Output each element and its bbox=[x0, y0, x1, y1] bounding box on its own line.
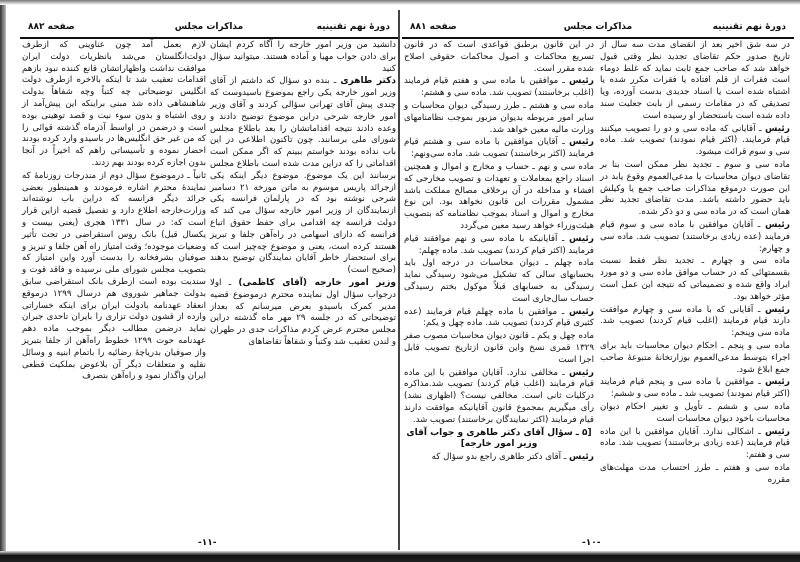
book-spine bbox=[398, 10, 400, 550]
speaker-name: رئیس bbox=[569, 137, 594, 148]
section-heading: [۵ ـ سؤال آقای دکتر طاهری و جواب آقای وزیر امور خارجه] bbox=[406, 427, 592, 450]
header-period: دورهٔ نهم تقنینیه bbox=[712, 22, 786, 32]
folio-number: -۱۱- bbox=[198, 538, 217, 548]
paragraph-text: ثانیاً ـ درموضوع سؤال دوم از مندرجات روزنامهٔ که نمایندهٔ محترم اشاره فرمودند و همینطور بعضی جرائد دیگر فرانسه که دراین باب نوشته‌اند وزارت‌خارجه اطلاع دارد و تفصیل قضیه ازاین قرار است که: در سال ۱۳۳۱ هجری (یعنی بیست و یکسال قبل) بانک روس استقراضی در تحت تأثیر وضعیات موجوده؛ وقت امتیاز راه آهن جلفا و تبریز و صوفیان بشرفخانه را بدست آورد واین امتیاز که بتصویب مجلس شورای ملی نرسیده و فاقد قوت و سندیت بوده است ازطرف بانک استقراضی سابق بدولت جماهیر شوروی هم درسال ۱۲۹۹ درموقع انعقاد عهدنامه بادولت ایران برای اینکه خساراتی وارده از قشون دولت تزاری را بایران تاحدی جبران نماید درضمن مطالب دیگر بموجب ماده دهم عهدنامه حوت ۱۲۹۹ خطوط راه‌آهن از جلفا بتبریز واز صوفیان بدریاچهٔ رضائیه را باتمام ابنیه و وسائل نقلیه و متعلقات دیگر آن بلاعوض بملکیت قطعی ایران واگذار نمود و راه‌آهن بتصرف bbox=[22, 170, 207, 382]
running-header bbox=[402, 22, 794, 36]
paragraph-text: ماده سی و سوم ـ تجدید نظر ممکن است بنا بر تقاضای دیوان محاسبات یا مدعی‌العموم وقوع یابد در این صورت درموقع مذاکرات صاحب جمع یا وکیلش باید حضور داشته باشد. مدت تقاضای تجدید نظر همان است که در ماده سی و دو ذکر شده. bbox=[600, 159, 790, 218]
speech-paragraph bbox=[404, 76, 594, 100]
text-paragraph bbox=[404, 40, 594, 75]
paragraph-text: در این قانون برطبق قواعدی است که در قانون تسریع محاکمات و اصول محاکمات حقوقی اصلاح شده مقرر است. bbox=[404, 40, 594, 74]
text-paragraph bbox=[600, 40, 790, 123]
text-paragraph bbox=[22, 40, 206, 170]
speaker-name: رئیس bbox=[569, 452, 594, 463]
paragraph-text: ماده چهل و یکم ـ قانون دیوان محاسبات مصوب صفر ۱۳۲۹ قمری نسخ واین قانون ازتاریخ تصویب قابل اجرا است bbox=[404, 331, 594, 365]
paragraph-text: ماده سی و هشتم ـ طرز رسیدگی دیوان محاسبات و سایر امور مربوطه بدیوان مزبور بموجب نظامنامهای وزارت مالیه معین خواهد شد. bbox=[404, 100, 594, 135]
paragraph-text: ـ آقای دکتر طاهری راجع بدو سؤال که bbox=[431, 452, 570, 463]
paragraph-text: ـ بنده دو سؤال که داشتم از آقای وزیر امور خارجه یکی راجع بموضوع باسیدوست که چندی پیش آقای تهرانی سؤالی کردند و آقای وزیر امور خارجه شرحی دراین موضوع توضیح دادند و وعده دادند نتیجه اقداماتشان را بعد باطلاع مجلس شورای ملی برسانند. چون تاکنون اطلاعی در این باب نداده بودند خواستم ببینم که اگر ممکن است اقداماتی را که دراین مدت شده است باطلاع مجلس برسانند این یک موضوع. موضوع دیگر اینکه یکی ازجرائد پاریس موسوم به ماتن مورخه ۲۱ دسامبر شرحی نوشته بود که در پارلمان فرانسه یکی ازنمایندگان از وزیر امور خارجه سؤال می کند که دولت فرانسه چه اقدامی برای حفظ حقوق اتباع فرانسه که دارای اسهامی در راه‌آهن جلفا و تبریز هستند کرده است، یعنی و موضوع چه‌چیز است که برای استحضار خاطر آقایان نمایندگان توضیح بدهند (صحیح است) bbox=[210, 76, 396, 276]
speech-paragraph bbox=[404, 234, 594, 258]
speaker-name: رئیس bbox=[569, 76, 594, 87]
speech-paragraph bbox=[404, 368, 594, 427]
text-paragraph bbox=[210, 40, 396, 75]
text-paragraph bbox=[600, 402, 790, 426]
paragraph-text: ـ موافقین با ماده سی و پنجم قیام فرمایند (اکثر قیام نمودند) تصویب شد ـ ماده سی و ششم: bbox=[600, 377, 790, 400]
scan-edge-left bbox=[0, 0, 6, 562]
paragraph-text: ـ آقایانی که ماده سی و دو را تصویب میکنند قیام فرمایند. (اکثر قیام نمودند) تصویب شد. ماده سی و سوم قرائت میشود. bbox=[600, 123, 790, 158]
text-column-right bbox=[600, 40, 790, 487]
text-paragraph bbox=[600, 256, 790, 303]
speaker-name: رئیس bbox=[765, 304, 790, 315]
speech-paragraph bbox=[600, 220, 790, 255]
speech-paragraph bbox=[404, 452, 594, 464]
header-page-number: صفحه ۸۸۲ bbox=[28, 22, 75, 32]
paragraph-text: ماده سی و نهم ـ حساب و مخارج و اموال و همچنین اسناد راجع بمعاملات و تعهدات و تصویب مخارجی که افشاء و مداخله در آن برخلاف مصالح مملکت باشد مشمول مقررات این قانون نخواهد بود. این نوع مخارج و اموال و اسناد بموجب نظامنامه‌ که بتصویب هیئت‌وزراء خواهد رسید معین می‌گردد bbox=[404, 161, 594, 231]
text-paragraph bbox=[22, 171, 206, 383]
text-paragraph bbox=[600, 341, 790, 376]
paragraph-text: ـ موافقین با ماده چهلم قیام فرمایند (عده کثیری قیام کردند) تصویب شد. ماده چهل و یکم: bbox=[404, 306, 594, 329]
speaker-name: وزیر امور خارجه (آقای کاظمی) bbox=[238, 277, 396, 288]
speech-paragraph bbox=[600, 124, 790, 159]
speech-paragraph bbox=[600, 305, 790, 340]
speech-paragraph bbox=[404, 307, 594, 331]
scan-edge-bottom bbox=[0, 551, 800, 562]
paragraph-text: ـ آقایان موافقین با ماده سی و سوم قیام فرمایند (عده زیادی برخاستند) تصویب شد. ماده سی و چهارم: bbox=[600, 219, 790, 254]
paragraph-text: ماده چهلم ـ دیوان محاسبات در درجه اول باید بحسابهای سالی که تشکیل می‌شود رسیدگی نماید رسیدگی به حسابهای قبلاً موکول بختم رسیدگی حساب سال‌جاری است bbox=[404, 258, 594, 304]
text-paragraph bbox=[600, 160, 790, 219]
paragraph-text: ـ آقایانی که با ماده سی و چهارم موافقت دارند قیام فرمایند (اغلب قیام کردند) تصویب شد. ماده سی وپنجم: bbox=[600, 304, 790, 339]
text-paragraph bbox=[404, 331, 594, 366]
speech-paragraph bbox=[210, 278, 396, 349]
speaker-name: رئیس bbox=[765, 219, 790, 230]
paragraph-text: دانشید من وزیر امور خارجه را آگاه کردم ایشان برای دادن جواب مهیا و آماده هستند. میتوانید سؤال کنید bbox=[210, 40, 396, 74]
folio-number: -۱۰- bbox=[582, 538, 601, 548]
speech-paragraph bbox=[210, 76, 396, 277]
text-paragraph bbox=[404, 258, 594, 305]
text-paragraph bbox=[404, 162, 594, 233]
paragraph-text: ـ اشکالی ندارد. آقایان موافقین با این ماده قیام فرمایند (عده زیادی برخاستند) تصویب شد. ماده سی و هفتم: bbox=[600, 426, 790, 461]
header-period: دورهٔ نهم تقنینیه bbox=[316, 22, 390, 32]
paragraph-text: ماده سی و چهارم ـ تجدید نظر فقط نسبت بقسمتهائی که در حساب موافق ماده سی و دو مورد ایراد واقع شده و تصمیماتی که نتیجه این عمل است مؤثر خواهد بود. bbox=[600, 256, 790, 302]
speaker-name: دکتر طاهری bbox=[340, 76, 396, 87]
text-column-left bbox=[22, 40, 206, 384]
speaker-name: رئیس bbox=[765, 377, 790, 388]
text-column-right bbox=[210, 40, 396, 350]
header-page-number: صفحه ۸۸۱ bbox=[410, 22, 457, 32]
speech-paragraph bbox=[600, 427, 790, 462]
paragraph-text: ـ اولا درجواب سؤال اول نماینده محترم درموضوع قضیه مدیر کمرک باسیدو بعرض میرسانم که بعداز توضیحاتی که در جلسه ۲۹ مهر ماه گذشته دراین مجلس محترم عرض کردم مذاکرات جدی در طهران و لندن تعقیب شد وکتباً و شفاهاً تقاضاهای bbox=[210, 277, 396, 347]
speaker-name: رئیس bbox=[765, 426, 790, 437]
speaker-name: رئیس bbox=[765, 123, 790, 134]
header-title: مذاکرات مجلس bbox=[174, 22, 244, 32]
paragraph-text: ـ آقایانیکه با ماده سی و نهم موافقند قیام فرمایند (اکثر قیام کردند) تصویب شد. ماده چهلم: bbox=[404, 233, 594, 256]
page-882 bbox=[20, 0, 398, 548]
text-column-left bbox=[404, 40, 594, 465]
paragraph-text: ماده سی و ششم ـ تأویل و تغییر احکام دیوان محاسبات باخود دیوان محاسبات است bbox=[600, 401, 790, 424]
speech-paragraph bbox=[600, 377, 790, 401]
speaker-name: رئیس bbox=[569, 367, 594, 378]
paragraph-text: در سه شق اخیر بعد از انقضای مدت سه سال از تاریخ صدور حکم تقاضای تجدید نظر وقتی قبول خواهد شد که صاحب جمع ثابت نماید که غلط دوماء است فقرات از قلم افتاده یا فقرات مکرر شده یا اشتباه شده است یا اسناد جدیدی بدست آورده، ویا تصدیقی که در مقامات رسمی از بابت جعلیت سند داده شده است باستحضار او رسیده است bbox=[600, 40, 790, 121]
header-rule bbox=[20, 37, 398, 39]
paragraph-text: ماده سی و هفتم ـ طرز احتساب مدت مهلت‌های مقرره bbox=[600, 462, 790, 485]
page-881 bbox=[402, 0, 794, 548]
paragraph-text: لازم بعمل آمد چون عناوینی که ازطرف دولت‌انگلستان می‌شد بانظریات دولت ایران موافقت نداشت واظهاراتشان قانع کننده نبود بازهم اقدامات تعقیب شد تا اینکه بالاخره ازطرف دولت انگلیس توضیحاتی چه کتباً وچه شفاهاً بدولت شاهنشاهی داده شد مبنی براینکه این پیش‌آمد از روی اشتباه و بدون سوء نیت و قصد توهینی بوده است و درضمن در اواسط آذرماه گذشته قوائی را که من غیر حق انگلیس‌ها در باسیدو وارد کرده بودند احضار نموده و تأسیساتی راهم که اخیراً در آنجا بدون اجازه کرده بودند بهم زدند. bbox=[22, 40, 206, 168]
speech-paragraph bbox=[404, 137, 594, 161]
paragraph-text: ماده سی و پنجم ـ احکام دیوان محاسبات باید برای اجراء بتوسط مدعی‌العموم بوزارتخانهٔ متبوعهٔ صاحب جمع ابلاغ شود. bbox=[600, 340, 790, 375]
text-paragraph bbox=[600, 463, 790, 487]
speaker-name: رئیس bbox=[569, 306, 594, 317]
header-title: مذاکرات مجلس bbox=[563, 22, 633, 32]
running-header bbox=[20, 22, 398, 36]
speaker-name: رئیس bbox=[569, 233, 594, 244]
header-rule bbox=[402, 37, 794, 39]
paragraph-text: ـ مخالفی ندارد. آقایان موافقین با این ماده قیام فرمایند (اغلب قیام کردند) تصویب شد.مذاکره درکلیات ثانی است. مخالفی نیست؟ (اظهاری نشد) رأی میگیریم بمجموع قانون آقایانیکه موافقت دارند قیام فرمایند (اکثر نمایندگان برخاستند) تصویب شد. bbox=[404, 367, 594, 425]
paragraph-text: ـ موافقین با ماده سی و هفتم قیام فرمایند (اغلب برخاستند) تصویب شد. ماده سی و هشتم: bbox=[404, 76, 594, 99]
text-paragraph bbox=[404, 101, 594, 136]
paragraph-text: ـ آقایان موافقین با ماده سی و هشتم قیام فرمایند (اکثر برخاستند) تصویب شد. ماده سی‌ونهم: bbox=[404, 137, 594, 160]
